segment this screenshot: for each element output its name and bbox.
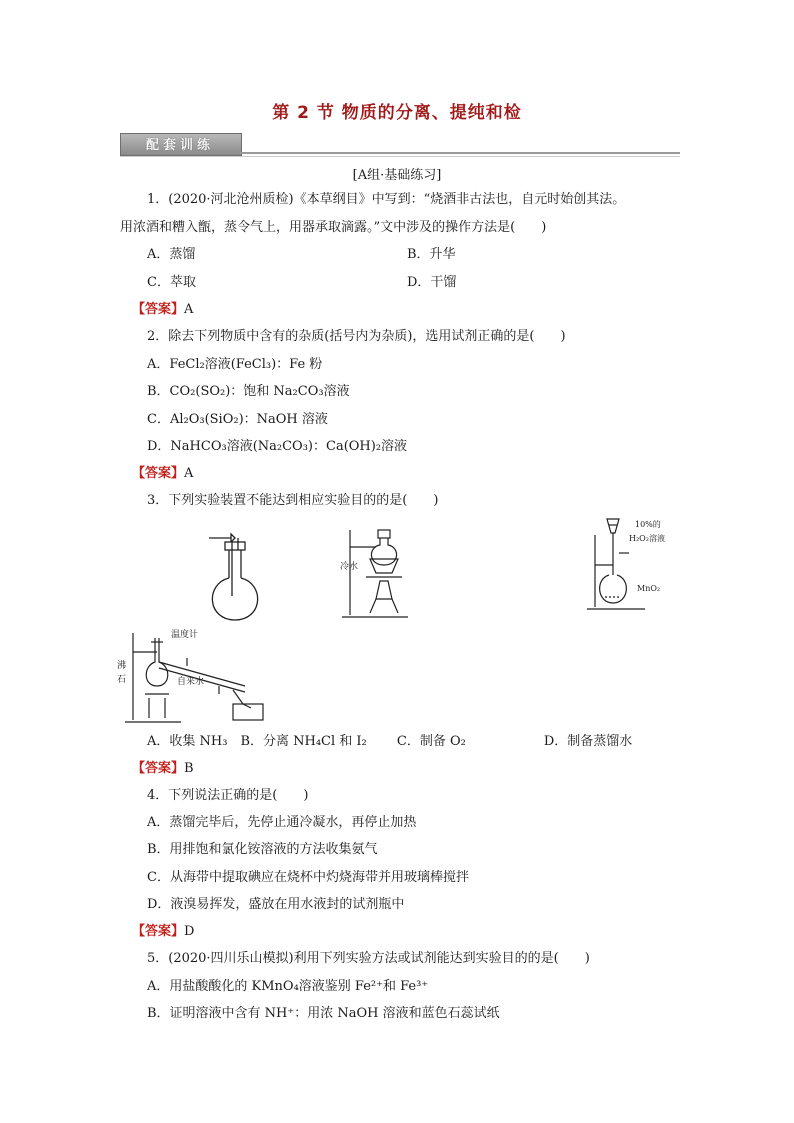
answer-value: A [184, 466, 194, 481]
q1-stem-line2: 用浓酒和糟入甑，蒸令气上，用器承取滴露。”文中涉及的操作方法是( ) [120, 220, 547, 235]
apparatus-a-flask [195, 530, 275, 630]
section-rule [240, 152, 680, 154]
q4-answer [132, 923, 194, 941]
label-mno2: MnO₂ [637, 584, 661, 593]
label-tap-water: 自来水 [177, 677, 205, 687]
apparatus-c-oxygen [585, 515, 695, 615]
apparatus-b-sublimation [340, 525, 430, 625]
answer-value: B [184, 761, 194, 776]
answer-tag: 【答案】 [132, 761, 185, 776]
section-banner-label: 配套训练 [145, 138, 214, 153]
q3-stem: 3．下列实验装置不能达到相应实验目的的是( ) [147, 493, 439, 508]
q4-option-c: C．从海带中提取碘应在烧杯中灼烧海带并用玻璃棒搅拌 [147, 870, 469, 885]
label-boiling-chip-2: 石 [117, 675, 127, 685]
label-cold-water: 冷水 [340, 562, 359, 572]
q1-option-c: C．萃取 [147, 275, 196, 290]
answer-tag: 【答案】 [132, 302, 185, 317]
label-thermometer: 温度计 [171, 630, 199, 640]
apparatus-d-distillation [115, 628, 275, 723]
q1-option-a: A．蒸馏 [147, 247, 196, 262]
q2-option-a: A．FeCl₂溶液(FeCl₃)：Fe 粉 [147, 357, 323, 372]
q1-option-b: B．升华 [407, 247, 456, 262]
answer-value: D [184, 924, 195, 939]
group-heading: [A组·基础练习] [352, 168, 442, 183]
page-title: 第 2 节 物质的分离、提纯和检 [272, 103, 522, 123]
q5-option-b: B．证明溶液中含有 NH⁺：用浓 NaOH 溶液和蓝色石蕊试纸 [147, 1006, 500, 1021]
q2-option-b: B．CO₂(SO₂)：饱和 Na₂CO₃溶液 [147, 384, 350, 399]
q4-option-b: B．用排饱和氯化铵溶液的方法收集氨气 [147, 842, 378, 857]
answer-tag: 【答案】 [132, 466, 185, 481]
label-boiling-chip-1: 沸 [117, 661, 127, 671]
answer-tag: 【答案】 [132, 924, 185, 939]
q4-stem: 4．下列说法正确的是( ) [147, 788, 309, 803]
q1-option-d: D．干馏 [407, 275, 457, 290]
q2-stem: 2．除去下列物质中含有的杂质(括号内为杂质)，选用试剂正确的是( ) [147, 329, 566, 344]
q2-answer [132, 465, 193, 483]
q5-option-a: A．用盐酸酸化的 KMnO₄溶液鉴别 Fe²⁺和 Fe³⁺ [147, 979, 429, 994]
q2-option-c: C．Al₂O₃(SiO₂)：NaOH 溶液 [147, 412, 328, 427]
q1-stem-line1: 1．(2020·河北沧州质检)《本草纲目》中写到：“烧酒非古法也，自元时始创其法。 [147, 192, 626, 207]
label-h2o2-solution: H₂O₂溶液 [629, 534, 665, 543]
answer-value: A [184, 302, 194, 317]
q1-answer [132, 301, 193, 319]
q3-options: A．收集 NH₃ B．分离 NH₄Cl 和 I₂ C．制备 O₂ D．制备蒸馏水 [147, 734, 633, 749]
q4-option-a: A．蒸馏完毕后，先停止通冷凝水，再停止加热 [147, 815, 417, 830]
q4-option-d: D．液溴易挥发，盛放在用水液封的试剂瓶中 [147, 897, 405, 912]
q3-answer [132, 760, 194, 778]
q5-stem: 5．(2020·四川乐山模拟)利用下列实验方法或试剂能达到实验目的的是( ) [147, 951, 590, 966]
section-rule-thin [120, 156, 680, 157]
label-h2o2-percent: 10%的 [635, 520, 661, 529]
q2-option-d: D．NaHCO₃溶液(Na₂CO₃)：Ca(OH)₂溶液 [147, 439, 408, 454]
